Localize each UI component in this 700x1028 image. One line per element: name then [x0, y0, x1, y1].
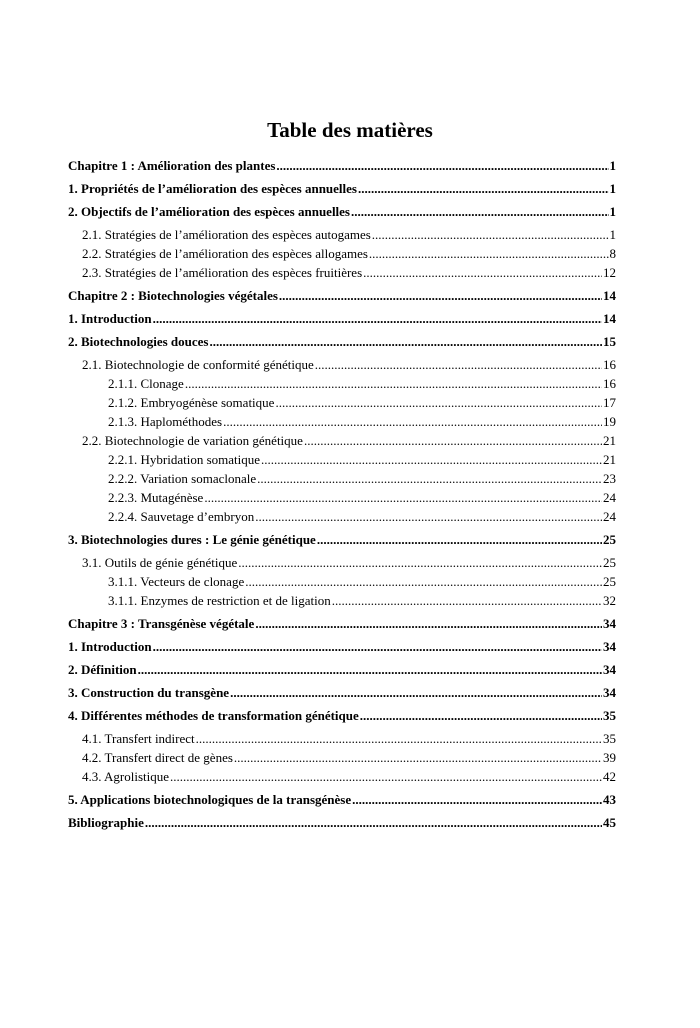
toc-entry[interactable] [68, 532, 616, 551]
toc-entry-label: 2.3. Stratégies de l’amélioration des espèces fruitières [82, 265, 363, 280]
toc-entry-page: 1 [609, 181, 616, 196]
toc-entry-page: 15 [603, 334, 616, 349]
toc-entry[interactable] [68, 616, 616, 635]
dot-leader [204, 490, 602, 506]
toc-entry-label: 4.2. Transfert direct de gènes [82, 750, 233, 765]
toc-entry[interactable] [68, 792, 616, 811]
toc-entry-page: 24 [603, 490, 616, 505]
toc-entry[interactable] [68, 685, 616, 704]
dot-leader [279, 288, 602, 304]
toc-entry-label: 2.2. Stratégies de l’amélioration des espèces allogames [82, 246, 368, 261]
toc-entry[interactable] [68, 452, 616, 471]
toc-entry-page: 16 [603, 376, 616, 391]
toc-entry[interactable] [68, 246, 616, 265]
toc-entry[interactable] [68, 311, 616, 330]
toc-entry-page: 8 [609, 246, 616, 261]
toc-entry-page: 32 [603, 593, 616, 608]
toc-entry[interactable] [68, 509, 616, 528]
dot-leader [153, 639, 602, 655]
toc-entry-page: 35 [603, 708, 616, 723]
dot-leader [369, 246, 609, 262]
dot-leader [317, 532, 602, 548]
toc-entry-page: 25 [603, 555, 616, 570]
toc-entry-label: 2.1.1. Clonage [108, 376, 184, 391]
toc-entry-page: 19 [603, 414, 616, 429]
toc-entry[interactable] [68, 731, 616, 750]
toc-entry-page: 23 [603, 471, 616, 486]
dot-leader [358, 181, 609, 197]
toc-entry-page: 16 [603, 357, 616, 372]
toc-entry[interactable] [68, 227, 616, 246]
toc-entry[interactable] [68, 376, 616, 395]
toc-entry-page: 21 [603, 433, 616, 448]
dot-leader [315, 357, 602, 373]
toc-entry-label: 2.1. Biotechnologie de conformité génétique [82, 357, 314, 372]
dot-leader [245, 574, 602, 590]
toc-entry-page: 14 [603, 288, 616, 303]
dot-leader [332, 593, 602, 609]
toc-entry[interactable] [68, 181, 616, 200]
dot-leader [257, 471, 602, 487]
toc-entry-label: 4.3. Agrolistique [82, 769, 170, 784]
toc-entry-label: 2.1. Stratégies de l’amélioration des espèces autogames [82, 227, 371, 242]
toc-entry[interactable] [68, 555, 616, 574]
toc-entry-label: 3.1.1. Enzymes de restriction et de ligation [108, 593, 331, 608]
dot-leader [261, 452, 602, 468]
dot-leader [275, 395, 602, 411]
toc-entry[interactable] [68, 750, 616, 769]
toc-entry-label: 1. Introduction [68, 311, 152, 326]
toc-entry-label: 3. Construction du transgène [68, 685, 230, 700]
dot-leader [276, 158, 608, 174]
toc-entry-page: 21 [603, 452, 616, 467]
toc-entry-page: 12 [603, 265, 616, 280]
toc-entry-page: 1 [609, 158, 616, 173]
dot-leader [363, 265, 602, 281]
dot-leader [304, 433, 602, 449]
dot-leader [360, 708, 602, 724]
toc-entry-label: 2.1.3. Haplométhodes [108, 414, 223, 429]
toc-entry-page: 42 [603, 769, 616, 784]
dot-leader [234, 750, 602, 766]
dot-leader [145, 815, 602, 831]
dot-leader [196, 731, 602, 747]
toc-entry-label: 2. Objectifs de l’amélioration des espèces annuelles [68, 204, 350, 219]
dot-leader [153, 311, 602, 327]
toc-entry[interactable] [68, 414, 616, 433]
toc-entry-label: 2. Biotechnologies douces [68, 334, 209, 349]
toc-entry[interactable] [68, 490, 616, 509]
toc-entry-label: 2.2.1. Hybridation somatique [108, 452, 261, 467]
page-title: Table des matières [267, 118, 433, 142]
toc-entry-page: 1 [609, 204, 616, 219]
toc-entry[interactable] [68, 574, 616, 593]
toc-entry[interactable] [68, 288, 616, 307]
toc-entry-label: Chapitre 3 : Transgénèse végétale [68, 616, 255, 631]
toc-entry-label: Chapitre 1 : Amélioration des plantes [68, 158, 276, 173]
dot-leader [209, 334, 602, 350]
toc-entry[interactable] [68, 204, 616, 223]
toc-entry-page: 25 [603, 574, 616, 589]
toc-entry-page: 24 [603, 509, 616, 524]
toc-entry[interactable] [68, 593, 616, 612]
dot-leader [352, 792, 602, 808]
toc-entry-label: 2. Définition [68, 662, 137, 677]
toc-entry-page: 34 [603, 662, 616, 677]
toc-entry-label: 2.2.4. Sauvetage d’embryon [108, 509, 255, 524]
toc-entry-label: 2.1.2. Embryogénèse somatique [108, 395, 275, 410]
toc-entry[interactable] [68, 639, 616, 658]
toc-entry-label: 5. Applications biotechnologiques de la transgénèse [68, 792, 352, 807]
toc-entry-label: 3.1.1. Vecteurs de clonage [108, 574, 245, 589]
toc-entry-page: 34 [603, 639, 616, 654]
table-of-contents [68, 158, 616, 834]
dot-leader [138, 662, 602, 678]
dot-leader [185, 376, 602, 392]
toc-entry[interactable] [68, 158, 616, 177]
toc-entry[interactable] [68, 769, 616, 788]
toc-entry[interactable] [68, 662, 616, 681]
toc-entry[interactable] [68, 357, 616, 376]
toc-entry-page: 34 [603, 616, 616, 631]
toc-entry[interactable] [68, 334, 616, 353]
dot-leader [351, 204, 609, 220]
dot-leader [255, 509, 602, 525]
toc-entry-page: 39 [603, 750, 616, 765]
toc-entry-label: 4. Différentes méthodes de transformation génétique [68, 708, 359, 723]
toc-entry-label: 3.1. Outils de génie génétique [82, 555, 238, 570]
toc-entry[interactable] [68, 433, 616, 452]
toc-entry-page: 14 [603, 311, 616, 326]
toc-entry[interactable] [68, 395, 616, 414]
dot-leader [238, 555, 602, 571]
toc-entry[interactable] [68, 815, 616, 834]
toc-entry-label: 2.2.2. Variation somaclonale [108, 471, 257, 486]
dot-leader [223, 414, 602, 430]
toc-entry-page: 1 [609, 227, 616, 242]
toc-entry[interactable] [68, 265, 616, 284]
toc-entry-label: 3. Biotechnologies dures : Le génie génétique [68, 532, 316, 547]
toc-entry-page: 34 [603, 685, 616, 700]
toc-entry-page: 43 [603, 792, 616, 807]
toc-entry-page: 25 [603, 532, 616, 547]
toc-entry-page: 35 [603, 731, 616, 746]
toc-entry-page: 45 [603, 815, 616, 830]
toc-entry-label: 2.2.3. Mutagénèse [108, 490, 204, 505]
toc-entry-label: 1. Introduction [68, 639, 152, 654]
toc-entry-label: Chapitre 2 : Biotechnologies végétales [68, 288, 278, 303]
dot-leader [372, 227, 609, 243]
toc-entry-label: 1. Propriétés de l’amélioration des espèces annuelles [68, 181, 357, 196]
toc-entry[interactable] [68, 708, 616, 727]
dot-leader [170, 769, 602, 785]
toc-entry-label: Bibliographie [68, 815, 144, 830]
toc-entry[interactable] [68, 471, 616, 490]
toc-entry-label: 2.2. Biotechnologie de variation génétique [82, 433, 303, 448]
dot-leader [230, 685, 602, 701]
dot-leader [255, 616, 602, 632]
toc-entry-label: 4.1. Transfert indirect [82, 731, 195, 746]
toc-entry-page: 17 [603, 395, 616, 410]
